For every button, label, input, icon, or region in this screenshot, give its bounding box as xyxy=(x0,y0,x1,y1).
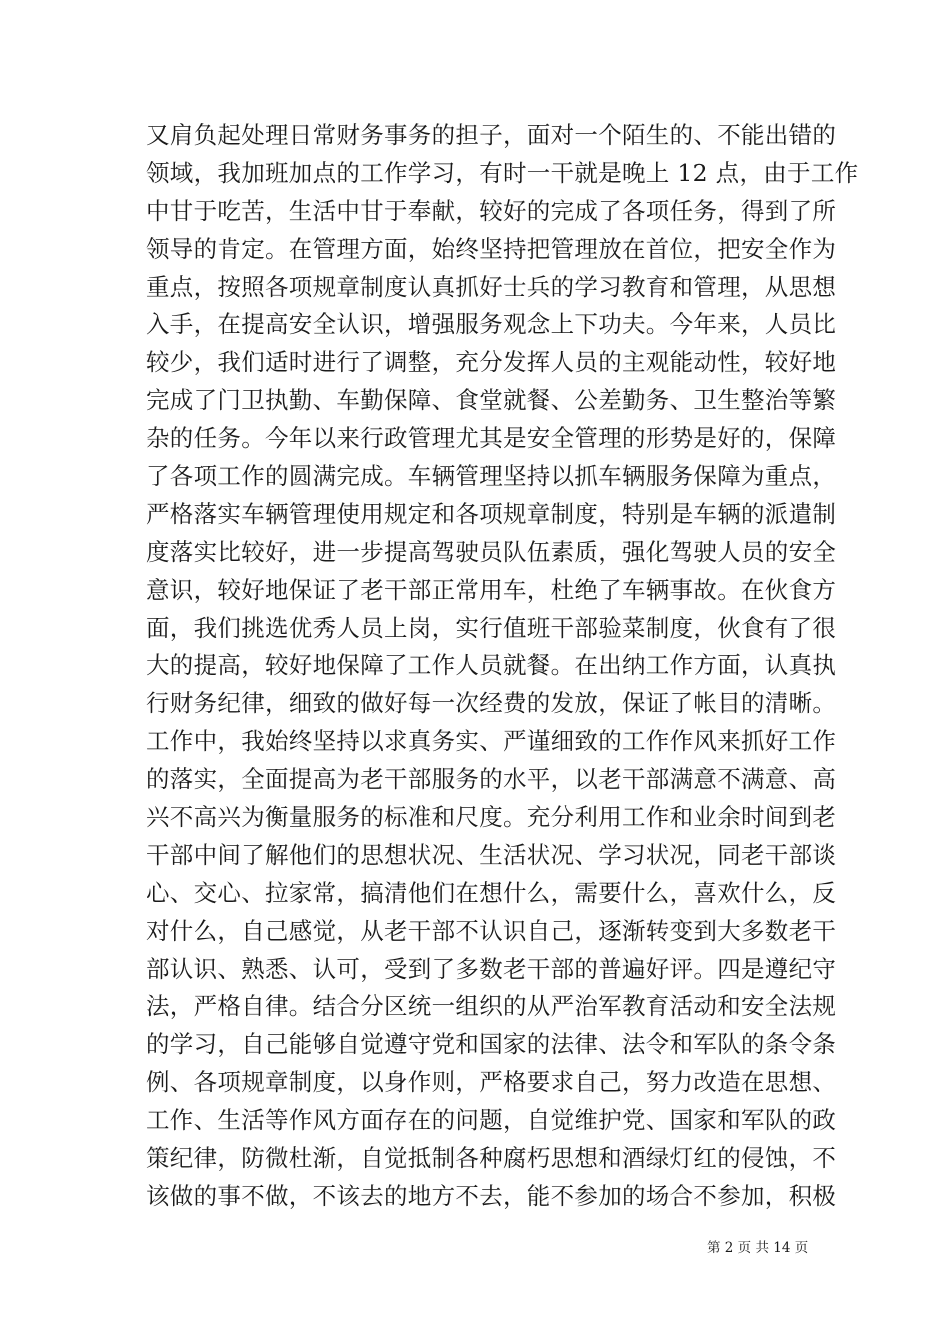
text-line: 行财务纪律，细致的做好每一次经费的发放，保证了帐目的清晰。 xyxy=(146,689,837,718)
text-line: 重点，按照各项规章制度认真抓好士兵的学习教育和管理，从思想 xyxy=(146,272,837,301)
text-line: 的落实，全面提高为老干部服务的水平，以老干部满意不满意、高 xyxy=(146,765,837,794)
text-line: 的学习，自己能够自觉遵守党和国家的法律、法令和军队的条令条 xyxy=(146,1030,837,1059)
text-line: 意识，较好地保证了老干部正常用车，杜绝了车辆事故。在伙食方 xyxy=(146,575,837,604)
text-line: 完成了门卫执勤、车勤保障、食堂就餐、公差勤务、卫生整治等繁 xyxy=(146,386,837,415)
text-line: 杂的任务。今年以来行政管理尤其是安全管理的形势是好的，保障 xyxy=(146,424,837,453)
text-line: 干部中间了解他们的思想状况、生活状况、学习状况，同老干部谈 xyxy=(146,840,837,869)
text-line: 法，严格自律。结合分区统一组织的从严治军教育活动和安全法规 xyxy=(146,992,837,1021)
text-line: 部认识、熟悉、认可，受到了多数老干部的普遍好评。四是遵纪守 xyxy=(146,954,837,983)
text-line: 工作中，我始终坚持以求真务实、严谨细致的工作作风来抓好工作 xyxy=(146,727,837,756)
text-line: 对什么，自己感觉，从老干部不认识自己，逐渐转变到大多数老干 xyxy=(146,916,837,945)
text-line: 大的提高，较好地保障了工作人员就餐。在出纳工作方面，认真执 xyxy=(146,651,837,680)
text-line: 兴不高兴为衡量服务的标准和尺度。充分利用工作和业余时间到老 xyxy=(146,803,837,832)
text-line: 了各项工作的圆满完成。车辆管理坚持以抓车辆服务保障为重点， xyxy=(146,462,837,491)
text-line: 心、交心、拉家常，搞清他们在想什么，需要什么，喜欢什么，反 xyxy=(146,878,837,907)
text-line: 又肩负起处理日常财务事务的担子，面对一个陌生的、不能出错的 xyxy=(146,121,837,149)
page-number: 第 2 页 共 14 页 xyxy=(707,1240,809,1256)
text-line: 例、各项规章制度，以身作则，严格要求自己，努力改造在思想、 xyxy=(146,1068,837,1097)
text-line: 该做的事不做，不该去的地方不去，能不参加的场合不参加，积极 xyxy=(146,1181,837,1210)
text-line: 入手，在提高安全认识，增强服务观念上下功夫。今年来，人员比 xyxy=(146,310,837,339)
text-line: 策纪律，防微杜渐，自觉抵制各种腐朽思想和酒绿灯红的侵蚀，不 xyxy=(146,1144,837,1173)
text-line: 工作、生活等作风方面存在的问题，自觉维护党、国家和军队的政 xyxy=(146,1106,837,1135)
text-line: 领导的肯定。在管理方面，始终坚持把管理放在首位，把安全作为 xyxy=(146,234,837,263)
text-line: 中甘于吃苦，生活中甘于奉献，较好的完成了各项任务，得到了所 xyxy=(146,196,837,225)
text-line: 面，我们挑选优秀人员上岗，实行值班干部验菜制度，伙食有了很 xyxy=(146,613,837,642)
text-line: 较少，我们适时进行了调整，充分发挥人员的主观能动性，较好地 xyxy=(146,348,837,377)
text-line: 领域，我加班加点的工作学习，有时一干就是晚上 12 点，由于工作 xyxy=(146,158,859,187)
body-text xyxy=(146,117,859,1216)
text-line: 度落实比较好，进一步提高驾驶员队伍素质，强化驾驶人员的安全 xyxy=(146,537,837,566)
text-line: 严格落实车辆管理使用规定和各项规章制度，特别是车辆的派遣制 xyxy=(146,499,837,528)
